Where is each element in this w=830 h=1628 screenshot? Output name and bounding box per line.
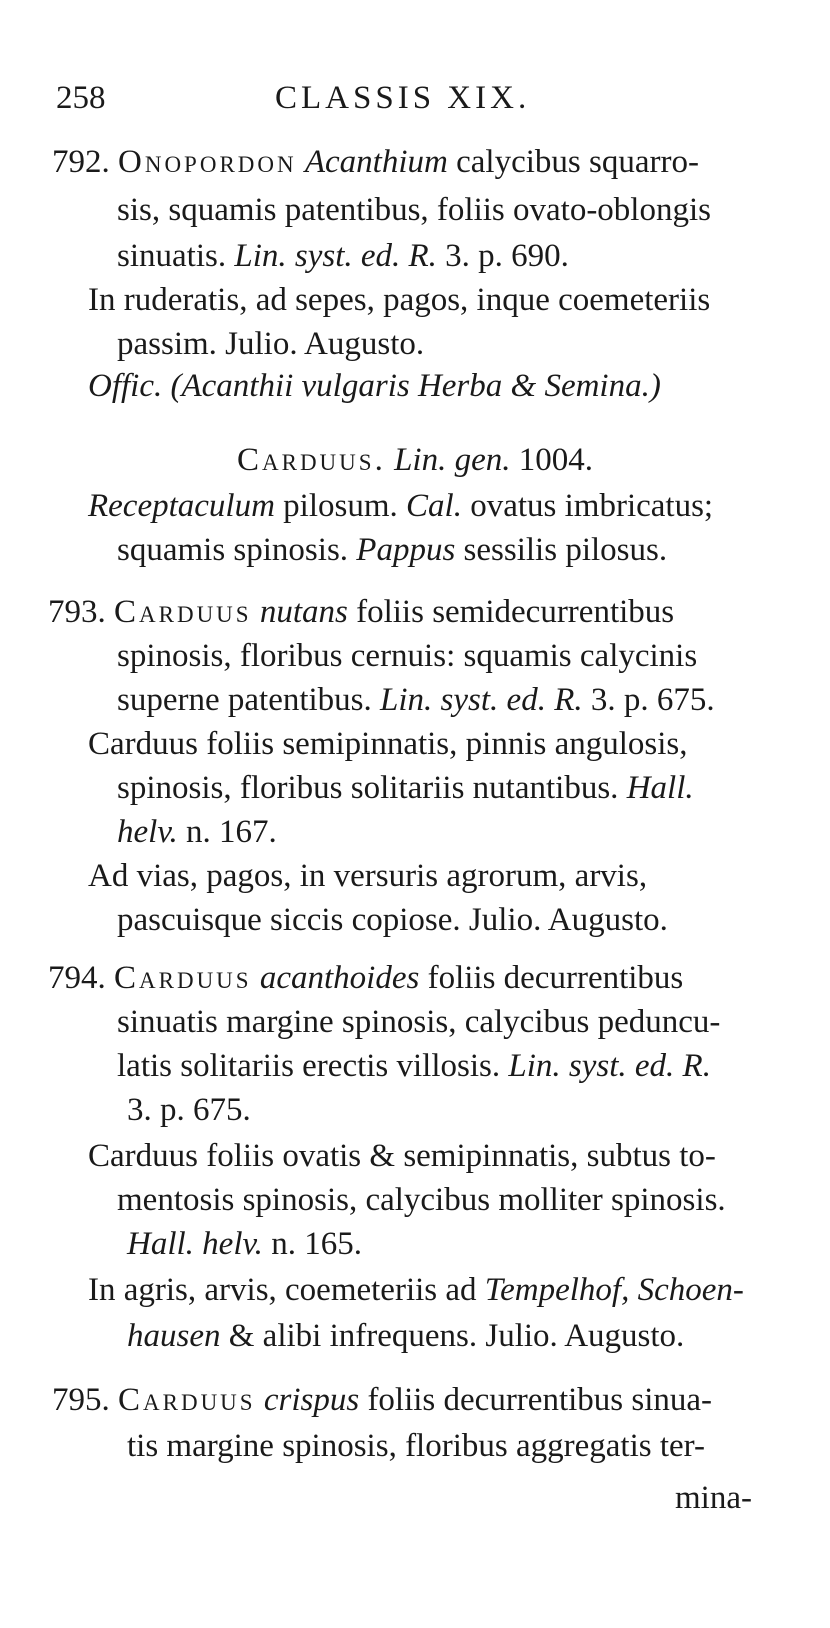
entry-793-line-1 xyxy=(48,592,674,632)
entry-792-line-2: sis, squamis patentibus, foliis ovato-oblongis xyxy=(117,192,711,228)
genus-heading-name: Carduus. xyxy=(236,442,386,478)
entry-number: 792. xyxy=(52,144,110,180)
place-name: Tempelhof, Schoen- xyxy=(484,1272,744,1308)
description-text: foliis semidecurrentibus xyxy=(356,594,675,630)
species-name: acanthoides xyxy=(259,960,420,996)
genus-name: Carduus xyxy=(114,960,252,996)
habitat-line-2: pascuisque siccis copiose. Julio. Augusto. xyxy=(117,902,668,938)
entry-793-line-3 xyxy=(117,680,715,720)
citation: Hall. xyxy=(626,770,694,806)
synonym-line-3 xyxy=(127,1224,362,1264)
description-text: foliis decurrentibus xyxy=(427,960,684,996)
synonym-line-1: Carduus foliis semipinnatis, pinnis angulosis, xyxy=(88,726,688,762)
description-text: foliis decurrentibus sinua- xyxy=(367,1382,713,1418)
entry-794-line-4: 3. p. 675. xyxy=(127,1092,251,1128)
entry-794-line-2: sinuatis margine spinosis, calycibus peduncu- xyxy=(117,1004,721,1040)
description-text: latis solitariis erectis villosis. xyxy=(117,1048,501,1084)
habitat-line-1: Ad vias, pagos, in versuris agrorum, arvis, xyxy=(88,858,648,894)
term: Receptaculum xyxy=(88,488,275,524)
entry-number: 794. xyxy=(48,960,106,996)
citation: Hall. helv. xyxy=(127,1226,263,1262)
description-text: spinosis, floribus solitariis nutantibus. xyxy=(117,770,619,806)
entry-792-line-1 xyxy=(52,142,699,182)
citation: Lin. syst. ed. R. xyxy=(234,238,437,274)
habitat-line-2: passim. Julio. Augusto. xyxy=(117,326,425,362)
description-text: superne patentibus. xyxy=(117,682,372,718)
species-name: nutans xyxy=(259,594,348,630)
term: Pappus xyxy=(356,532,456,568)
citation-page: 3. p. 675. xyxy=(590,682,715,718)
citation: helv. xyxy=(117,814,178,850)
habitat-line-1 xyxy=(88,1270,744,1310)
description-text: In agris, arvis, coemeteriis ad xyxy=(88,1272,477,1308)
genus-heading-ref: Lin. gen. xyxy=(394,442,511,478)
running-title: CLASSIS XIX. xyxy=(275,80,531,116)
description-text: & alibi infrequens. Julio. Augusto. xyxy=(228,1318,685,1354)
genus-heading-number: 1004. xyxy=(518,442,593,478)
description-text: squamis spinosis. xyxy=(117,532,349,568)
genus-heading xyxy=(0,440,830,480)
habitat-line-1: In ruderatis, ad sepes, pagos, inque coemeteriis xyxy=(88,282,711,318)
description-text: calycibus squarro- xyxy=(456,144,699,180)
citation-page: n. 167. xyxy=(186,814,277,850)
citation: Lin. syst. ed. R. xyxy=(380,682,583,718)
citation: Lin. syst. ed. R. xyxy=(508,1048,711,1084)
entry-number: 793. xyxy=(48,594,106,630)
genus-character-line-1 xyxy=(88,486,713,526)
genus-name: Carduus xyxy=(114,594,252,630)
entry-number: 795. xyxy=(52,1382,110,1418)
synonym-line-2 xyxy=(117,768,694,808)
synonym-line-3 xyxy=(117,812,277,852)
citation-page: 3. p. 690. xyxy=(445,238,569,274)
genus-name: Carduus xyxy=(118,1382,256,1418)
habitat-line-2 xyxy=(127,1316,684,1356)
genus-character-line-2 xyxy=(117,530,667,570)
page-number: 258 xyxy=(56,80,106,116)
entry-795-line-2: tis margine spinosis, floribus aggregatis ter- xyxy=(127,1428,705,1464)
catchword: mina- xyxy=(675,1480,752,1516)
place-name: hausen xyxy=(127,1318,221,1354)
entry-794-line-1 xyxy=(48,958,683,998)
citation-page: n. 165. xyxy=(271,1226,362,1262)
description-text: sinuatis. xyxy=(117,238,227,274)
genus-name: Onopordon xyxy=(118,144,297,180)
description-text: sessilis pilosus. xyxy=(463,532,668,568)
entry-795-line-1 xyxy=(52,1380,712,1420)
entry-794-line-3 xyxy=(117,1046,711,1086)
description-text: pilosum. xyxy=(283,488,398,524)
entry-792-line-3 xyxy=(117,236,569,276)
species-name: Acanthium xyxy=(304,144,448,180)
entry-793-line-2: spinosis, floribus cernuis: squamis calycinis xyxy=(117,638,698,674)
description-text: ovatus imbricatus; xyxy=(470,488,714,524)
synonym-line-1: Carduus foliis ovatis & semipinnatis, subtus to- xyxy=(88,1138,716,1174)
officinal-note: Offic. (Acanthii vulgaris Herba & Semina.) xyxy=(88,368,661,404)
synonym-line-2: mentosis spinosis, calycibus molliter spinosis. xyxy=(117,1182,726,1218)
species-name: crispus xyxy=(263,1382,360,1418)
term: Cal. xyxy=(406,488,462,524)
